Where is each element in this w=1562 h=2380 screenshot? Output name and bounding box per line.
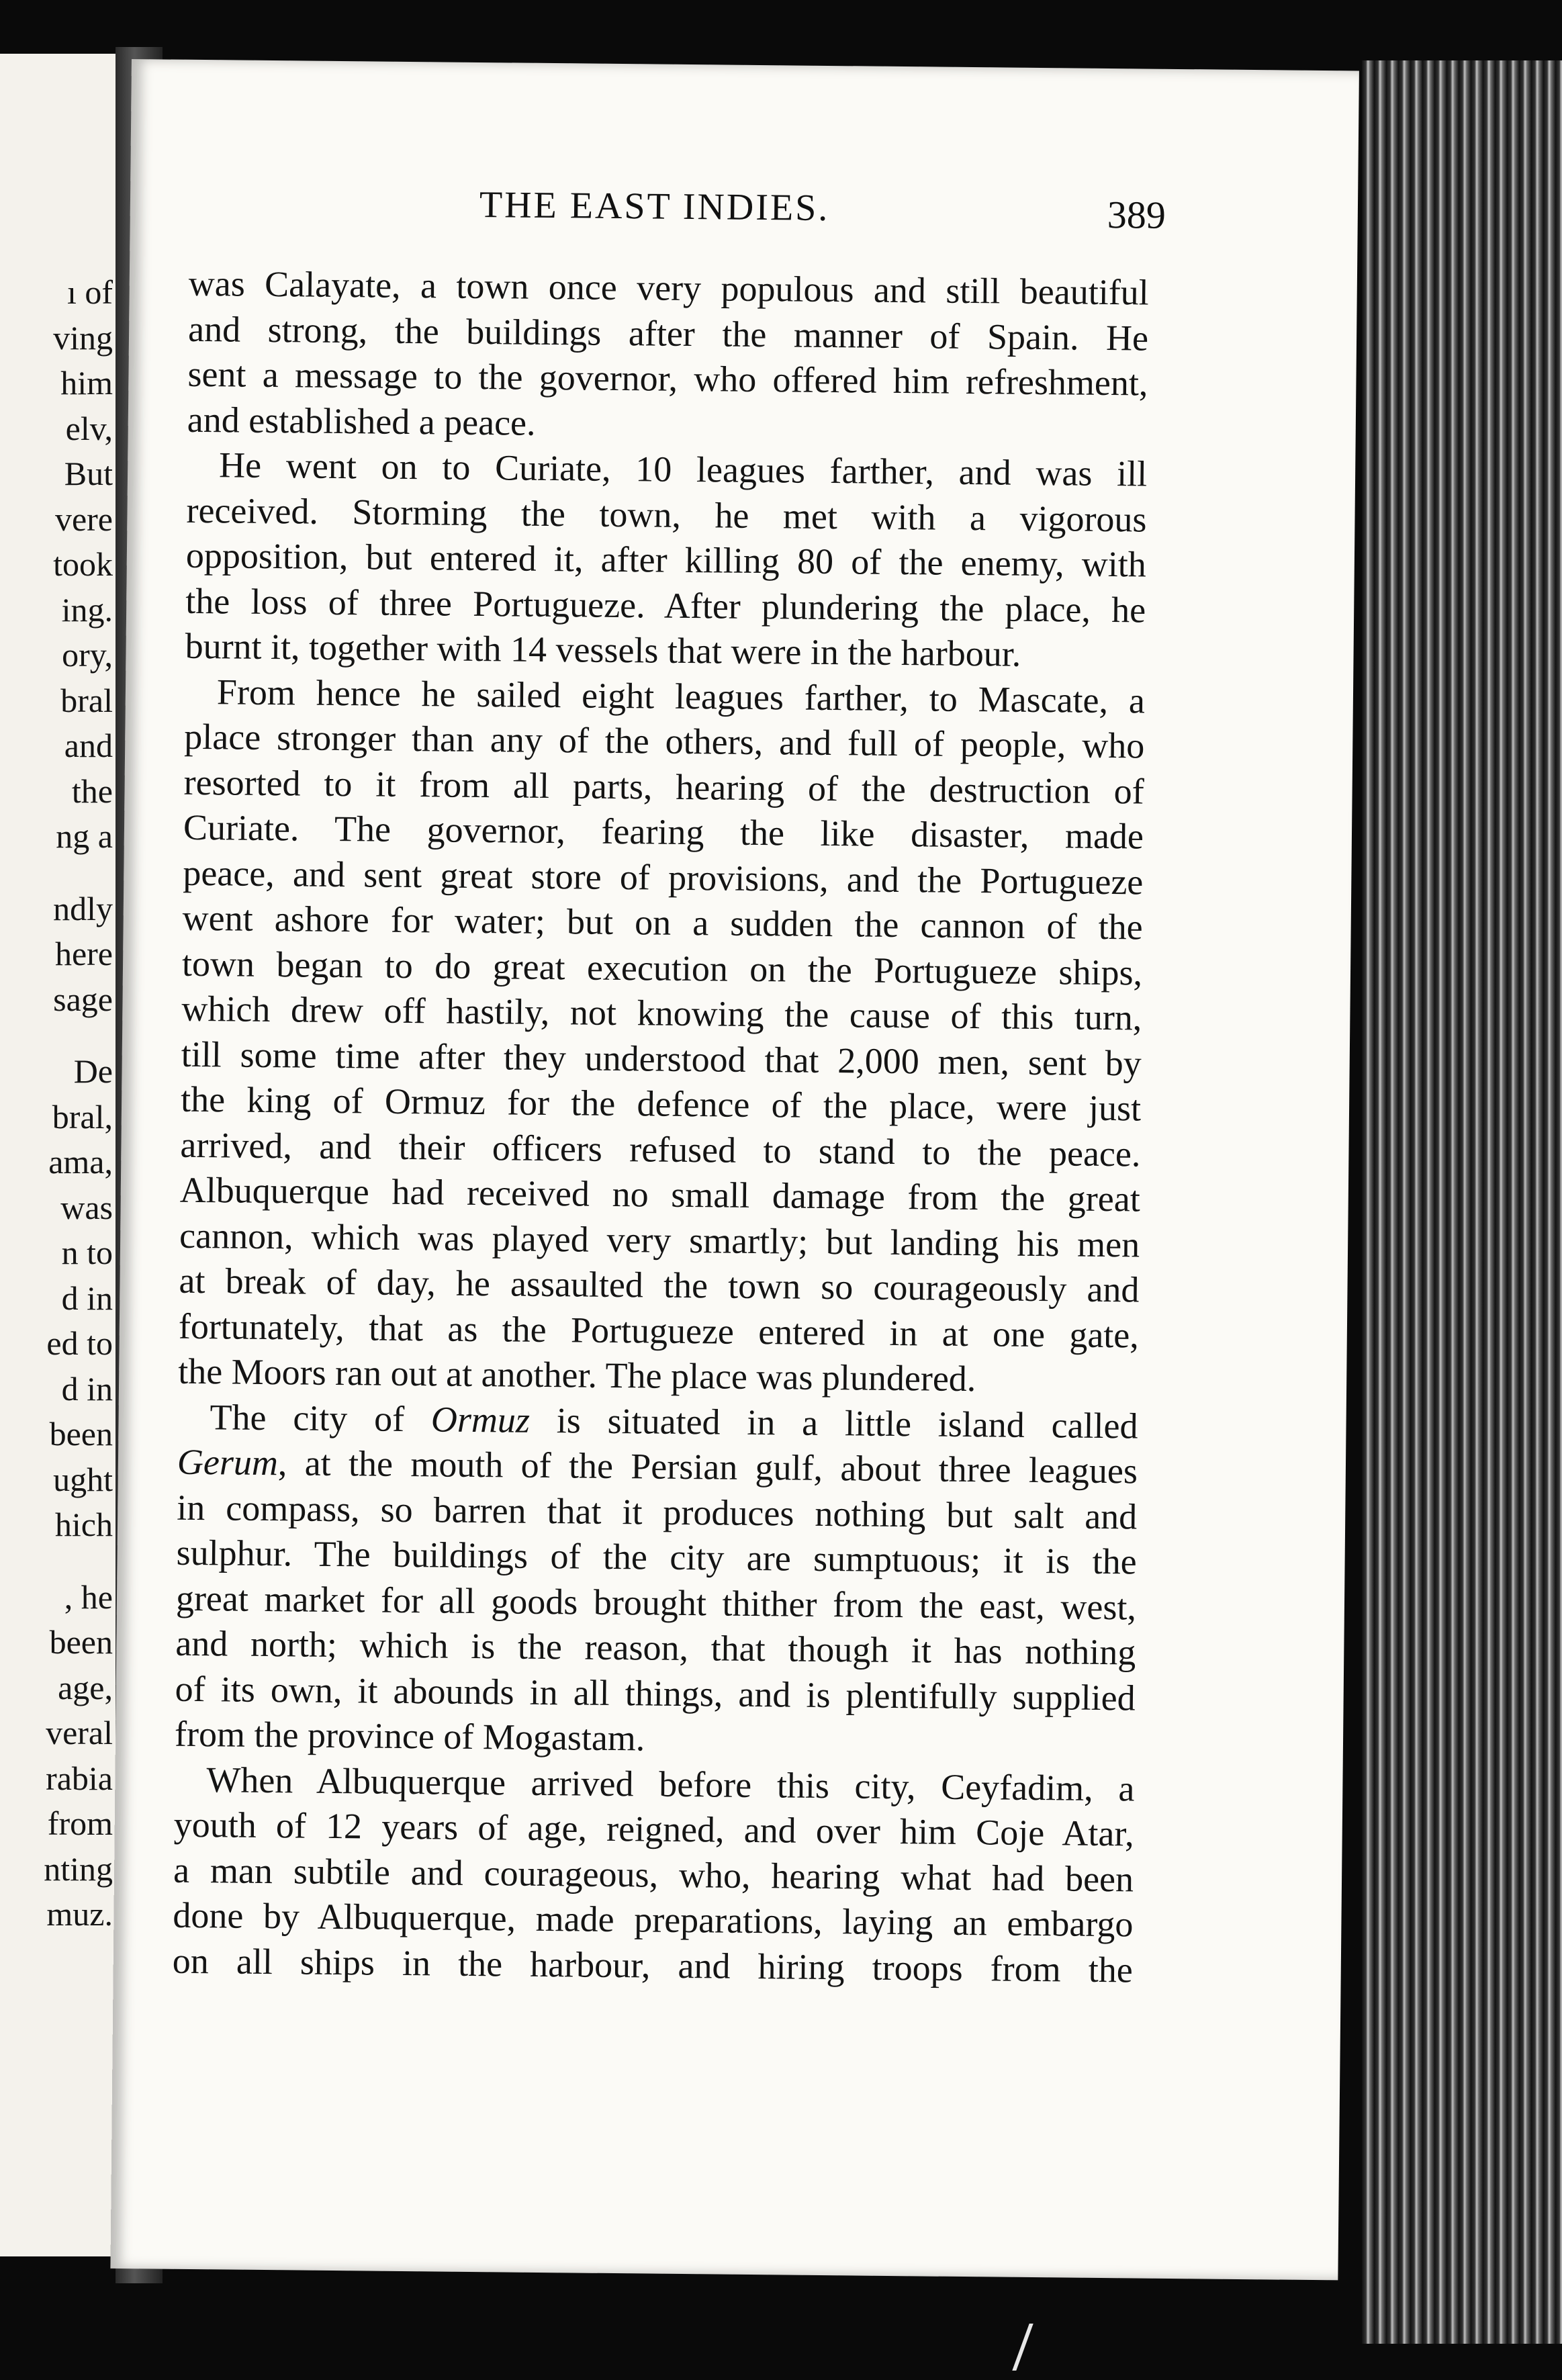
text-line: fortunately, that as the Portugueze entered in at one gate, xyxy=(178,1306,1140,1355)
text-line: He went on to Curiate, 10 leagues farther, and was ill xyxy=(218,445,1148,494)
running-title: THE EAST INDIES. xyxy=(479,183,830,229)
facing-page-fragment xyxy=(0,54,116,2256)
text-line: received. Storming the town, he met with a vigorous xyxy=(186,490,1147,540)
facing-page-text: hich xyxy=(54,1506,113,1543)
book-page xyxy=(110,59,1359,2280)
text-line: sent a message to the governor, who offered him refreshment, xyxy=(187,353,1148,404)
facing-page-text: ama, xyxy=(48,1143,113,1181)
text-line: place stronger than any of the others, and full of people, who xyxy=(184,716,1145,766)
text-line: of its own, it abounds in all things, and is plentifully supplied xyxy=(175,1668,1136,1718)
facing-page-text: But xyxy=(64,455,113,492)
running-head xyxy=(130,180,1359,246)
text-line: went ashore for water; but on a sudden the cannon of the xyxy=(182,897,1143,948)
text-line: sulphur. The buildings of the city are sumptuous; it is the xyxy=(176,1532,1137,1582)
facing-page-text: elv, xyxy=(65,409,113,447)
facing-page-text: ed to xyxy=(46,1324,113,1362)
text-line: Gerum, at the mouth of the Persian gulf, about three leagues xyxy=(177,1441,1138,1492)
text-line: opposition, but entered it, after killing 80 of the enemy, with xyxy=(185,535,1147,585)
text-line: and established a peace. xyxy=(187,399,536,443)
facing-page-text: De xyxy=(73,1052,113,1090)
facing-page-text: vere xyxy=(54,500,113,538)
text-line: From hence he sailed eight leagues farther, to Mascate, a xyxy=(216,671,1146,721)
text-line: town began to do great execution on the Portugueze ships, xyxy=(181,943,1143,993)
text-line: done by Albuquerque, made preparations, laying an embargo xyxy=(173,1894,1134,1945)
text-line: peace, and sent great store of provisions, and the Portugueze xyxy=(183,852,1144,903)
body-text xyxy=(172,261,1149,1993)
facing-page-text: took xyxy=(53,545,113,583)
text-line: great market for all goods brought thither from the east, west, xyxy=(175,1577,1137,1627)
facing-page-text: nting xyxy=(44,1849,113,1888)
facing-page-text: and xyxy=(64,727,113,764)
facing-page-text: , he xyxy=(64,1577,113,1616)
text-line: the loss of three Portugueze. After plundering the place, he xyxy=(185,580,1146,631)
text-line: and strong, the buildings after the manner of Spain. He xyxy=(187,308,1149,359)
facing-page-text: from xyxy=(47,1804,113,1842)
facing-page-text: ing. xyxy=(61,590,113,629)
text-line: cannon, which was played very smartly; but landing his men xyxy=(179,1215,1140,1265)
facing-page-text: n to xyxy=(61,1234,113,1271)
text-line: was Calayate, a town once very populous and still beautiful xyxy=(188,263,1150,313)
facing-page-text: the xyxy=(71,772,113,810)
text-line: a man subtile and courageous, who, hearing what had been xyxy=(173,1849,1134,1899)
text-line: Curiate. The governor, fearing the like disaster, made xyxy=(183,807,1144,857)
facing-page-text: age, xyxy=(58,1668,113,1706)
text-line: on all ships in the harbour, and hiring troops from the xyxy=(172,1940,1134,1990)
scan-mark xyxy=(1012,2324,1073,2371)
text-line: the Moors ran out at another. The place was plundered. xyxy=(177,1351,976,1400)
text-line: The city of Ormuz is situated in a little island called xyxy=(210,1396,1138,1446)
facing-page-text: rabia xyxy=(46,1759,113,1797)
facing-page-text: ory, xyxy=(62,636,113,674)
text-line: which drew off hastily, not knowing the cause of this turn, xyxy=(181,988,1142,1038)
page-number: 389 xyxy=(1107,192,1166,237)
text-line: in compass, so barren that it produces nothing but salt and xyxy=(177,1487,1138,1537)
facing-page-text: ving xyxy=(53,318,113,357)
text-line: When Albuquerque arrived before this city, Ceyfadim, a xyxy=(206,1759,1135,1809)
facing-page-text: here xyxy=(54,935,113,972)
facing-page-text: bral, xyxy=(52,1097,113,1136)
text-line: burnt it, together with 14 vessels that were in the harbour. xyxy=(185,625,1021,674)
facing-page-text: been xyxy=(49,1415,113,1453)
text-line: the king of Ormuz for the defence of the place, were just xyxy=(180,1079,1142,1129)
facing-page-text: him xyxy=(60,364,113,402)
text-line: arrived, and their officers refused to stand to the peace. xyxy=(180,1124,1141,1174)
facing-page-text: ng a xyxy=(56,817,113,855)
facing-page-text: been xyxy=(49,1623,113,1661)
facing-page-text: d in xyxy=(61,1279,113,1317)
facing-page-text: ndly xyxy=(53,889,113,927)
facing-page-text: muz. xyxy=(46,1895,113,1933)
facing-page-text: bral xyxy=(60,681,113,719)
text-line: youth of 12 years of age, reigned, and over him Coje Atar, xyxy=(173,1804,1134,1854)
facing-page-text: ught xyxy=(53,1460,113,1498)
text-line: till some time after they understood that 2,000 men, sent by xyxy=(181,1034,1142,1084)
facing-page-text: ı of xyxy=(66,273,113,311)
page-edges xyxy=(1362,60,1562,2344)
text-line: from the province of Mogastam. xyxy=(174,1713,645,1759)
text-line: at break of day, he assaulted the town so courageously and xyxy=(179,1260,1140,1310)
text-line: Albuquerque had received no small damage from the great xyxy=(179,1169,1141,1220)
facing-page-text: veral xyxy=(46,1714,113,1751)
text-line: and north; which is the reason, that though it has nothing xyxy=(175,1622,1136,1673)
facing-page-text: was xyxy=(60,1188,113,1226)
facing-page-text: sage xyxy=(53,980,113,1018)
text-line: resorted to it from all parts, hearing of the destruction of xyxy=(183,762,1144,812)
facing-page-text: d in xyxy=(61,1369,113,1408)
